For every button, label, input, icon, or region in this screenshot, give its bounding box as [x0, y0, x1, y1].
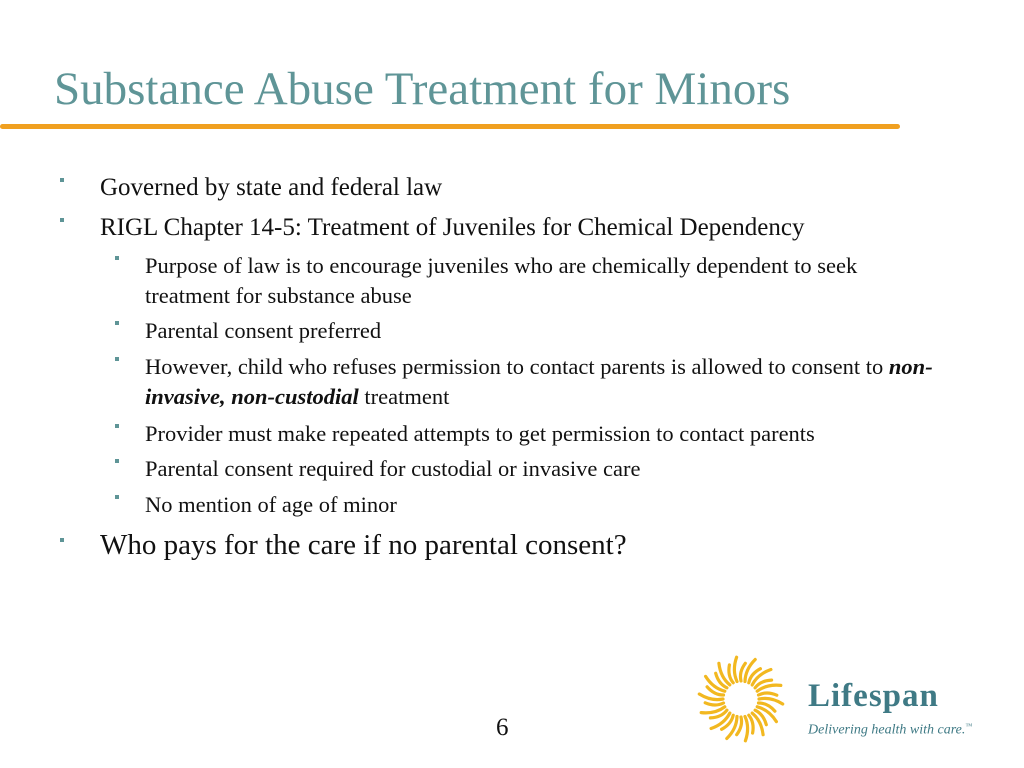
sub-bullet-text: No mention of age of minor	[145, 492, 397, 517]
bullet-item	[100, 212, 804, 243]
sun-ray	[705, 703, 723, 705]
bullet-marker-icon	[60, 218, 64, 222]
sun-ray	[745, 717, 748, 741]
logo-wordmark: Lifespan	[808, 678, 939, 714]
logo-tagline	[808, 722, 972, 739]
sub-bullet-item	[145, 316, 935, 346]
sub-bullet-marker-icon	[115, 495, 119, 499]
logo-tagline-text: Delivering health with care.	[808, 722, 966, 738]
sub-bullet-item	[145, 419, 935, 449]
sun-ray	[701, 707, 725, 713]
bullet-marker-icon	[60, 538, 64, 542]
sub-bullet-marker-icon	[115, 424, 119, 428]
sub-bullet-item	[145, 251, 935, 311]
sub-bullet-marker-icon	[115, 459, 119, 463]
bullet-text: RIGL Chapter 14-5: Treatment of Juveniles for Chemical Dependency	[100, 214, 805, 241]
slide-title: Substance Abuse Treatment for Minors	[54, 63, 791, 115]
sub-bullet-marker-icon	[115, 256, 119, 260]
sub-bullet-item	[145, 454, 935, 484]
bullet-text: Who pays for the care if no parental consent?	[100, 529, 627, 561]
sub-bullet-text: Parental consent required for custodial or invasive care	[145, 456, 641, 481]
sun-ray	[757, 685, 781, 691]
sub-bullet-marker-icon	[115, 321, 119, 325]
trademark-mark: ™	[965, 722, 973, 730]
sun-ray	[749, 715, 753, 733]
bullet-marker-icon	[60, 178, 64, 182]
sun-ray	[734, 657, 737, 681]
sub-bullet-text: Provider must make repeated attempts to get permission to contact parents	[145, 421, 815, 446]
sub-bullet-item	[145, 352, 935, 412]
sub-bullet-text: Parental consent preferred	[145, 318, 382, 343]
sub-bullet-marker-icon	[115, 357, 119, 361]
bullet-text: Governed by state and federal law	[100, 174, 443, 201]
sun-burst-icon	[696, 654, 786, 744]
sub-bullet-text-before: However, child who refuses permission to contact parents is allowed to consent to	[145, 354, 889, 379]
sub-bullet-text-after: treatment	[358, 384, 450, 409]
sun-ray	[759, 693, 777, 695]
sub-bullet-emphasis: non-invasive, non-custodial	[145, 354, 933, 409]
sub-bullet-item	[145, 490, 935, 520]
sun-ray	[729, 665, 733, 683]
sub-bullet-text: Purpose of law is to encourage juveniles who are chemically dependent to seek treatment for substance abuse	[145, 253, 858, 308]
bullet-item	[100, 172, 442, 203]
page-number: 6	[496, 714, 509, 741]
bullet-item	[100, 530, 627, 561]
